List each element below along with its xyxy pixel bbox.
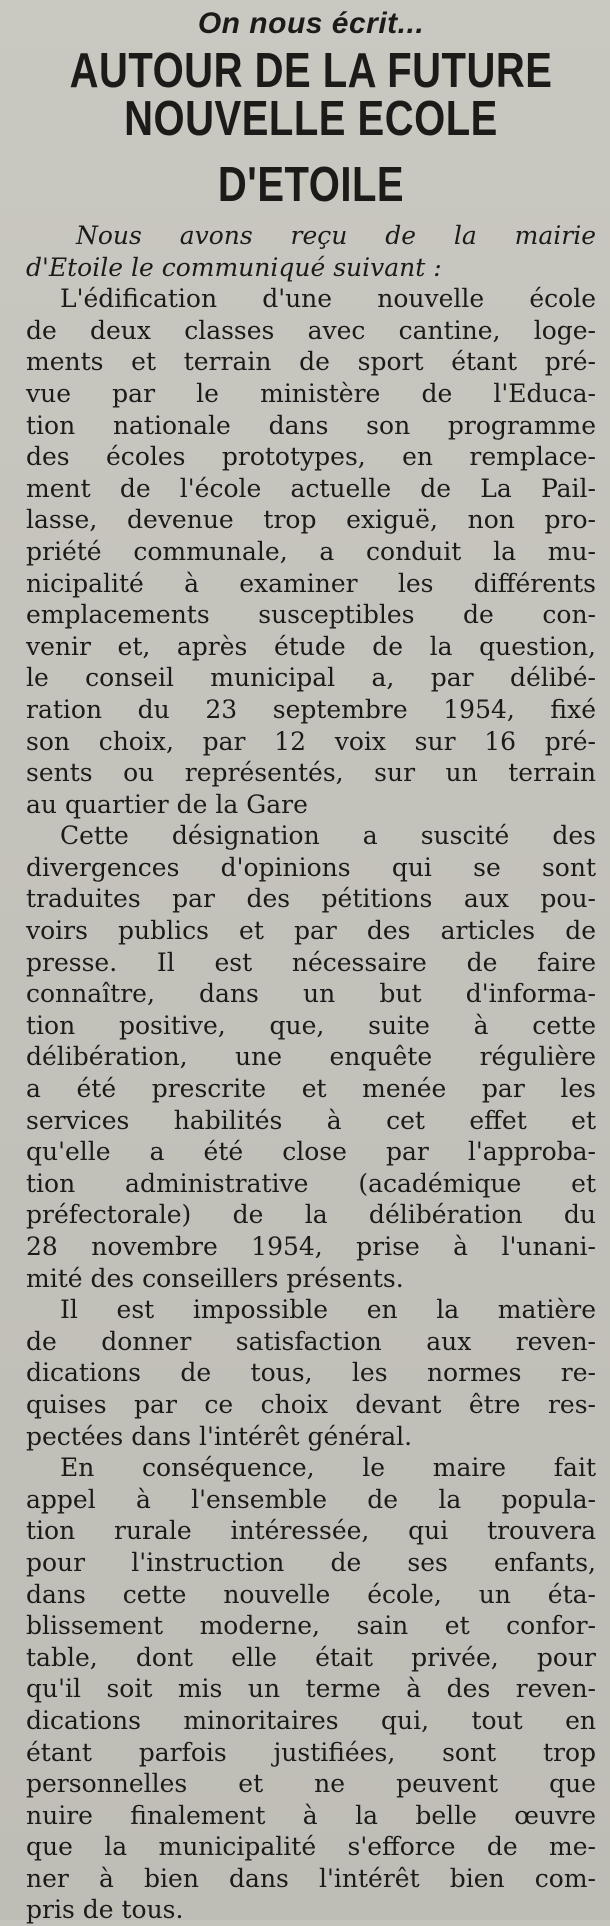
text-line: ner à bien dans l'intérêt bien com- <box>26 1863 596 1893</box>
headline-line: NOUVELLE ECOLE D'ETOILE <box>124 92 498 212</box>
text-line: pour l'instruction de ses enfants, <box>26 1547 596 1577</box>
text-line: blissement moderne, sain et confor- <box>26 1611 596 1641</box>
text-line: de donner satisfaction aux reven- <box>26 1326 596 1356</box>
text-line: lasse, devenue trop exiguë, non pro- <box>26 505 596 535</box>
text-line: divergences d'opinions qui se sont <box>26 852 596 882</box>
text-line: mité des conseillers présents. <box>26 1263 404 1293</box>
text-line: que la municipalité s'efforce de me- <box>26 1832 596 1862</box>
text-line: ration du 23 septembre 1954, fixé <box>26 694 596 724</box>
headline <box>26 44 596 212</box>
text-line: dications de tous, les normes re- <box>26 1358 596 1388</box>
text-line: d'Etoile le communiqué suivant : <box>26 252 442 282</box>
text-line: traduites par des pétitions aux pou- <box>26 884 596 914</box>
text-line: ment de l'école actuelle de La Pail- <box>26 473 596 503</box>
text-line: services habilités à cet effet et <box>26 1105 596 1135</box>
body-paragraph <box>26 1452 596 1926</box>
text-line: vue par le ministère de l'Educa- <box>26 378 596 408</box>
text-line: dications minoritaires qui, tout en <box>26 1705 596 1735</box>
text-line: son choix, par 12 voix sur 16 pré- <box>26 726 596 756</box>
text-line: tion administrative (académique et <box>26 1168 596 1198</box>
text-line: au quartier de la Gare <box>26 789 308 819</box>
text-line: a été prescrite et menée par les <box>26 1074 596 1104</box>
text-line: 28 novembre 1954, prise à l'unani- <box>26 1232 596 1261</box>
kicker: On nous écrit... <box>197 7 425 40</box>
text-line: qu'il soit mis un terme à des reven- <box>26 1674 596 1704</box>
text-line: étant parfois justifiées, sont trop <box>26 1737 596 1767</box>
text-line: appel à l'ensemble de la popula- <box>26 1484 596 1514</box>
body-paragraph <box>26 1294 596 1452</box>
text-line: emplacements susceptibles de con- <box>26 600 596 630</box>
text-line: qu'elle a été close par l'approba- <box>26 1137 596 1167</box>
text-line: table, dont elle était privée, pour <box>26 1642 596 1672</box>
text-line: quises par ce choix devant être res- <box>26 1389 596 1419</box>
body-paragraph <box>26 820 596 1294</box>
text-line: délibération, une enquête régulière <box>26 1042 596 1072</box>
text-line: préfectorale) de la délibération du <box>26 1200 596 1230</box>
text-line: tion rurale intéressée, qui trouvera <box>26 1516 596 1546</box>
text-line: personnelles et ne peuvent que <box>26 1769 596 1799</box>
text-line: L'édification d'une nouvelle école <box>60 284 596 314</box>
text-line: Il est impossible en la matière <box>60 1295 596 1325</box>
text-line: des écoles prototypes, en remplace- <box>26 442 596 472</box>
text-line: tion nationale dans son programme <box>26 410 596 440</box>
text-line: le conseil municipal a, par délibé- <box>26 663 596 693</box>
text-line: voirs publics et par des articles de <box>26 916 596 946</box>
text-line: pris de tous. <box>26 1895 184 1925</box>
text-line: nuire finalement à la belle œuvre <box>26 1800 596 1830</box>
text-line: pectées dans l'intérêt général. <box>26 1421 413 1451</box>
text-line: Nous avons reçu de la mairie <box>76 221 596 250</box>
text-line: connaître, dans un but d'informa- <box>26 979 596 1009</box>
body-paragraph <box>26 283 596 820</box>
text-line: tion positive, que, suite à cette <box>26 1010 596 1040</box>
text-line: sents ou représentés, sur un terrain <box>26 758 596 788</box>
text-line: presse. Il est nécessaire de faire <box>26 947 596 977</box>
headline-line: AUTOUR DE LA FUTURE <box>69 44 553 98</box>
text-line: nicipalité à examiner les différents <box>26 568 596 598</box>
text-line: dans cette nouvelle école, un éta- <box>26 1579 596 1609</box>
intro-paragraph <box>26 220 596 283</box>
text-line: de deux classes avec cantine, loge- <box>26 315 596 345</box>
article-body <box>26 220 596 1926</box>
text-line: Cette désignation a suscité des <box>60 821 596 851</box>
text-line: priété communale, a conduit la mu- <box>26 536 596 566</box>
text-line: En conséquence, le maire fait <box>60 1453 596 1483</box>
text-line: venir et, après étude de la question, <box>26 631 596 661</box>
text-line: ments et terrain de sport étant pré- <box>26 347 596 377</box>
